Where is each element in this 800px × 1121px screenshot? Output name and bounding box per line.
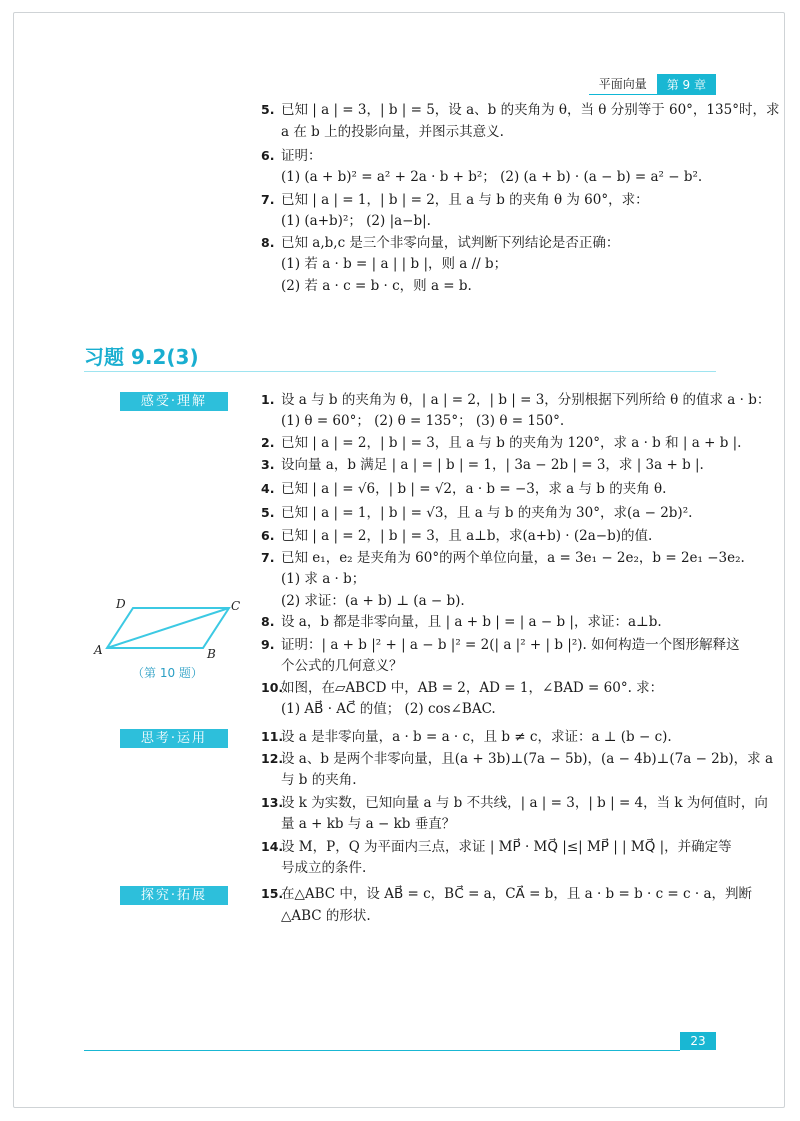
vertex-c: C	[231, 599, 241, 613]
item-6: 6. 证明：	[261, 148, 322, 164]
exercise-15b: △ABC 的形状.	[281, 908, 371, 924]
header-chapter: 第 9 章	[657, 74, 716, 95]
vertex-d: D	[116, 597, 126, 611]
item-7: 7. 已知 | a | = 1，| b | = 2，且 a 与 b 的夹角 θ 为 60°，求：	[261, 192, 649, 208]
exercise-10: 10.如图，在▱ABCD 中，AB = 2，AD = 1，∠BAD = 60°. 求：	[261, 680, 664, 696]
item-8a: (1) 若 a · b = | a | | b |，则 a // b；	[281, 256, 508, 272]
header-section: 平面向量	[589, 74, 657, 95]
exercise-10a: (1) AB⃗ · AC⃗ 的值； (2) cos∠BAC.	[281, 701, 496, 717]
item-5: 5. 已知 | a | = 3，| b | = 5，设 a、b 的夹角为 θ，当 θ 分别等于 60°，135°时，求	[261, 102, 780, 118]
tag-think: 思考·运用	[120, 729, 228, 748]
exercise-13: 13.设 k 为实数，已知向量 a 与 b 不共线，| a | = 3，| b | = 4，当 k 为何值时，向	[261, 795, 768, 811]
figure-caption: （第 10 题）	[132, 666, 203, 680]
exercise-9b: 个公式的几何意义？	[281, 658, 403, 674]
tag-explore: 探究·拓展	[120, 886, 228, 905]
item-7a: (1) (a+b)²； (2) |a−b|.	[281, 213, 431, 229]
exercise-1: 1. 设 a 与 b 的夹角为 θ，| a | = 2，| b | = 3，分别根据下列所给 θ 的值求 a · b：	[261, 392, 771, 408]
exercise-12: 12.设 a、b 是两个非零向量，且(a + 3b)⊥(7a − 5b)，(a − 4b)⊥(7a − 2b)，求 a	[261, 751, 774, 767]
exercise-14: 14.设 M，P，Q 为平面内三点，求证 | MP⃗ · MQ⃗ |≤| MP⃗ | | MQ⃗ |，并确定等	[261, 839, 732, 855]
exercise-3: 3. 设向量 a，b 满足 | a | = | b | = 1，| 3a − 2b | = 3，求 | 3a + b |.	[261, 457, 704, 473]
item-8: 8. 已知 a,b,c 是三个非零向量，试判断下列结论是否正确：	[261, 235, 620, 251]
page-number: 23	[680, 1032, 716, 1050]
parallelogram-figure	[88, 596, 248, 662]
exercise-8: 8. 设 a，b 都是非零向量，且 | a + b | = | a − b |，求证：a⊥b.	[261, 614, 662, 630]
section-rule	[84, 371, 716, 372]
exercise-12b: 与 b 的夹角.	[281, 772, 357, 788]
exercise-7: 7. 已知 e₁，e₂ 是夹角为 60°的两个单位向量，a = 3e₁ − 2e₂，b = 2e₁ −3e₂.	[261, 550, 745, 566]
vertex-a: A	[94, 643, 103, 657]
exercise-5: 5. 已知 | a | = 1，| b | = √3，且 a 与 b 的夹角为 30°，求(a − 2b)².	[261, 505, 693, 521]
section-title: 习题 9.2(3)	[84, 345, 199, 369]
exercise-2: 2. 已知 | a | = 2，| b | = 3，且 a 与 b 的夹角为 120°，求 a · b 和 | a + b |.	[261, 435, 742, 451]
exercise-15: 15.在△ABC 中，设 AB⃗ = c，BC⃗ = a，CA⃗ = b，且 a · b = b · c = c · a，判断	[261, 886, 753, 902]
exercise-13b: 量 a + kb 与 a − kb 垂直？	[281, 816, 456, 832]
item-6a: (1) (a + b)² = a² + 2a · b + b²； (2) (a + b) · (a − b) = a² − b².	[281, 169, 703, 185]
exercise-1a: (1) θ = 60°； (2) θ = 135°； (3) θ = 150°.	[281, 413, 565, 429]
diagonal-ac	[107, 608, 229, 648]
exercise-7b: (2) 求证：(a + b) ⊥ (a − b).	[281, 593, 465, 609]
exercise-4: 4. 已知 | a | = √6，| b | = √2，a · b = −3，求 a 与 b 的夹角 θ.	[261, 481, 667, 497]
running-header	[589, 74, 716, 95]
exercise-9: 9. 证明：| a + b |² + | a − b |² = 2(| a |² + | b |²). 如何构造一个图形解释这	[261, 637, 740, 653]
tag-perceive: 感受·理解	[120, 392, 228, 411]
vertex-b: B	[207, 647, 216, 661]
exercise-6: 6. 已知 | a | = 2，| b | = 3，且 a⊥b，求(a+b) · (2a−b)的值.	[261, 528, 653, 544]
exercise-14b: 号成立的条件.	[281, 860, 367, 876]
footer-rule	[84, 1050, 680, 1051]
item-8b: (2) 若 a · c = b · c，则 a = b.	[281, 278, 472, 294]
exercise-11: 11.设 a 是非零向量，a · b = a · c，且 b ≠ c，求证：a ⊥ (b − c).	[261, 729, 672, 745]
exercise-7a: (1) 求 a · b；	[281, 571, 366, 587]
item-5-cont: a 在 b 上的投影向量，并图示其意义.	[281, 124, 504, 140]
